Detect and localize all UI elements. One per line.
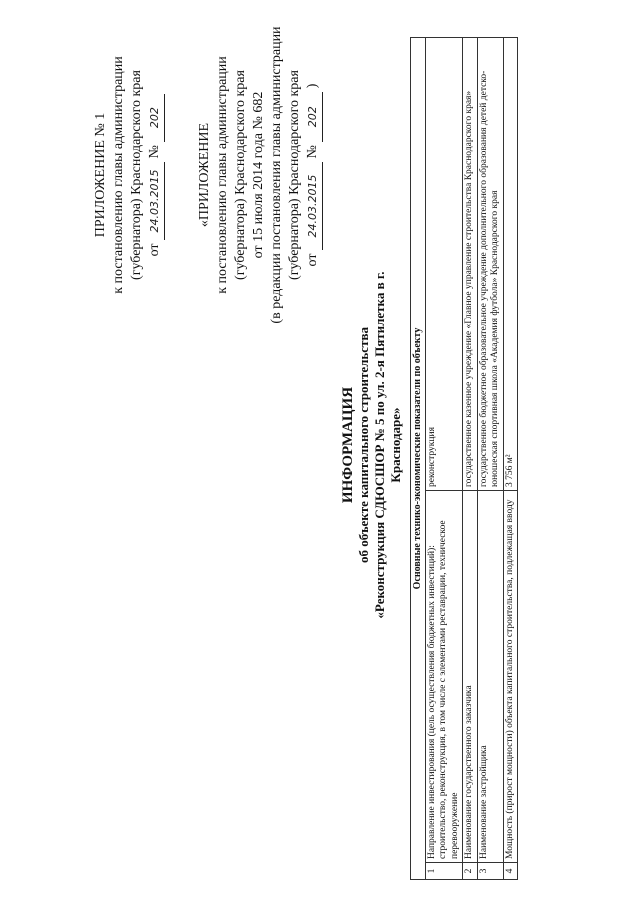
- row-number: 2: [463, 863, 478, 880]
- appendix-date: 24.03.2015: [146, 162, 165, 240]
- appendix-date-line: [146, 25, 165, 325]
- row-value: государственное казенное учреждение «Главное управление строительства Краснодарского края»: [463, 38, 478, 491]
- indicators-table: [410, 37, 518, 880]
- appendix-original-line-4: (в редакции постановления главы администрации: [269, 26, 284, 324]
- appendix-original-date-prefix: от: [305, 253, 320, 267]
- table-row: [463, 38, 478, 880]
- row-value: 3 756 м²: [503, 38, 518, 491]
- row-label: Наименование застройщика: [477, 491, 503, 863]
- appendix-line-1: к постановлению главы администрации: [111, 56, 126, 294]
- appendix-original-title: «ПРИЛОЖЕНИЕ: [197, 122, 212, 228]
- appendix-original-date: 24.03.2015: [304, 162, 323, 250]
- row-value: государственное бюджетное образовательное учреждение дополнительного образования детей детско-юношеская спортивная школа «Академия футбола» Краснодарского края: [477, 38, 503, 491]
- info-heading: [340, 235, 404, 655]
- row-value: реконструкция: [425, 38, 463, 491]
- appendix-original-line-2: (губернатора) Краснодарского края: [233, 70, 248, 280]
- appendix-original-line-1: к постановлению главы администрации: [215, 56, 230, 294]
- info-subtitle-1: об объекте капитального строительства: [356, 327, 371, 563]
- table-header: Основные технико-экономические показатели по объекту: [411, 38, 426, 880]
- appendix-original-date-line: [304, 5, 323, 345]
- appendix-no-sign: №: [147, 145, 162, 159]
- appendix-original-line-5: (губернатора) Краснодарского края: [287, 70, 302, 280]
- appendix-original-no-sign: №: [305, 145, 320, 159]
- row-number: 3: [477, 863, 503, 880]
- appendix-header: [92, 25, 165, 325]
- appendix-title: ПРИЛОЖЕНИЕ № 1: [93, 112, 108, 238]
- info-subtitle-2: «Реконструкция СДЮСШОР № 5 по ул. 2-я Пятилетка в г. Краснодаре»: [372, 271, 403, 619]
- table-header-row: [411, 38, 426, 880]
- table-row: [503, 38, 518, 880]
- row-number: 1: [425, 863, 463, 880]
- row-label: Мощность (прирост мощности) объекта капитального строительства, подлежащая вводу: [503, 491, 518, 863]
- appendix-original-closing: ): [305, 83, 320, 89]
- table-row: [477, 38, 503, 880]
- appendix-original-line-3: от 15 июля 2014 года № 682: [251, 91, 266, 259]
- row-label: Наименование государственного заказчика: [463, 491, 478, 863]
- row-number: 4: [503, 863, 518, 880]
- appendix-date-prefix: от: [147, 243, 162, 257]
- appendix-original-number: 202: [304, 92, 323, 142]
- row-label: Направление инвестирования (цель осуществления бюджетных инвестиций): строительство, реконструкция, в том числе с элементами реставрации, техническое перевооружение: [425, 491, 463, 863]
- appendix-original-header: [196, 5, 323, 345]
- appendix-number: 202: [146, 94, 165, 142]
- appendix-line-2: (губернатора) Краснодарского края: [129, 70, 144, 280]
- table-row: [425, 38, 463, 880]
- info-title: ИНФОРМАЦИЯ: [340, 386, 356, 504]
